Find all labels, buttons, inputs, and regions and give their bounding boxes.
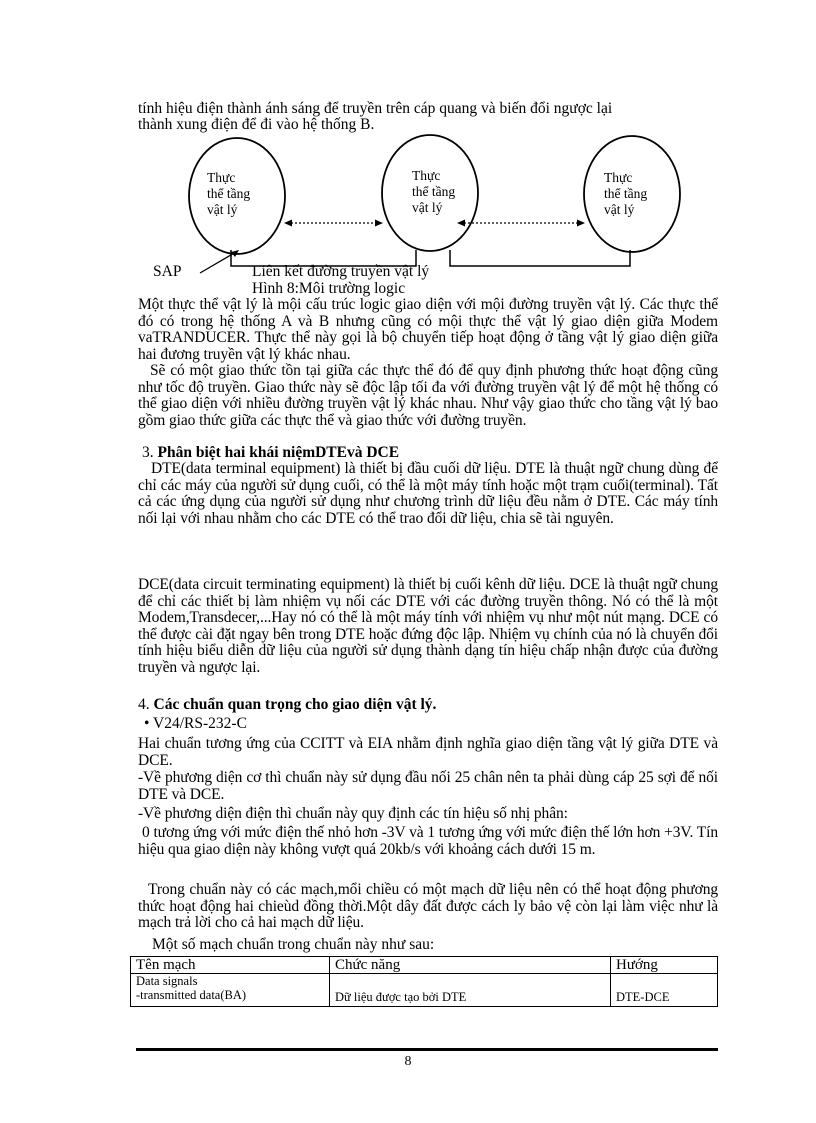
entity-mid-l1: Thực <box>412 168 441 183</box>
table-intro: Một số mạch chuẩn trong chuẩn này như sau: <box>152 936 435 953</box>
footer-rule <box>136 1048 718 1051</box>
paragraph-protocol: Sẽ có một giao thức tồn tại giữa các thực thể đó để quy định phương thức hoạt động cũng như tốc độ truyền. Giao thức này sẽ độc lập tối đa với đường truyền vật lý để một hệ thống có thể giao diện với nhiều đường truyền vật lý khác nhau. Như vậy giao thức cho tầng vật lý bao gồm giao thức giữa các thực thể và giao thức với đường truyền. <box>138 362 718 429</box>
entity-right-l1: Thực <box>604 170 633 185</box>
intro-line-1: tính hiệu điện thành ánh sáng để truyền trên cáp quang và biến đổi ngược lại <box>138 100 613 117</box>
table-row <box>131 974 718 1007</box>
paragraph-physical-entity: Một thực thể vật lý là mội cấu trúc logic giao diện với mội đường truyền vật lý. Các thực thể đó có trong hệ thống A và B nhưng cũng có mội thực thể vật lý giao diện giữa Modem vaTRANDUCER. Thực thể này gọi là bộ chuyển tiếp hoạt động ở tầng vật lý giao diện giữa hai đương truyền vật lý khác nhau. <box>138 296 718 363</box>
entity-mid-l3: vật lý <box>412 200 443 215</box>
bullet-item <box>144 716 247 733</box>
sap-label: SAP <box>153 263 182 280</box>
cell-name <box>131 974 330 1007</box>
entity-left-l1: Thực <box>207 170 236 185</box>
header-name: Tên mạch <box>131 957 330 974</box>
entity-left-l2: thể tầng <box>207 186 251 201</box>
paragraph-dce: DCE(data circuit terminating equipment) là thiết bị cuối kênh dữ liệu. DCE là thuật ngữ chung để chỉ các thiết bị làm nhiệm vụ nối các DTE với các đường truyền thông. Nó có thể là một Modem,Transdecer,...Hay nó có thể là một máy tính với nhiệm vụ như một nút mạng. DCE có thể được cài đặt ngay bên trong DTE hoặc đứng độc lập. Nhiệm vụ chính của nó là chuyển đổi tính hiệu biểu diễn dữ liệu của người sử dụng thành dạng tín hiệu chấp nhận được của đường truyền và ngược lại. <box>138 576 718 676</box>
signal-table <box>130 956 718 1007</box>
entity-mid-l2: thể tầng <box>412 184 456 199</box>
intro-line-2: thành xung điện để đi vào hệ thống B. <box>138 116 375 133</box>
entity-right-l3: vật lý <box>604 202 635 217</box>
paragraph-standards: Hai chuẩn tương ứng của CCITT và EIA nhằm định nghĩa giao diện tầng vật lý giữa DTE và DCE. <box>138 735 718 769</box>
entity-right-l2: thể tầng <box>604 186 648 201</box>
cell-name-l2: -transmitted data(BA) <box>136 988 247 1002</box>
logic-environment-figure <box>0 0 816 300</box>
cell-function: Dữ liệu được tạo bởi DTE <box>330 974 611 1007</box>
bullet-icon: • <box>144 715 150 732</box>
bullet-text: V24/RS-232-C <box>153 715 247 732</box>
paragraph-mode: Trong chuẩn này có các mạch,mổi chiều có một mạch dữ liệu nên có thể hoạt động phương thức hoạt động hai chieùd đồng thời.Một dây đất được cách ly bảo vệ còn lại làm việc như là mạch trả lời cho cả hai mạch dữ liệu. <box>138 881 718 931</box>
table-header-row <box>131 957 718 974</box>
cell-direction: DTE-DCE <box>611 974 718 1007</box>
page-number: 8 <box>404 1054 412 1069</box>
paragraph-voltage: 0 tương ứng với mức điện thế nhỏ hơn -3V và 1 tương ứng với mức điện thế lớn hơn +3V. Tín hiệu qua giao diện này không vượt quá 20kb/s với khoảng cách dưới 15 m. <box>138 824 718 858</box>
paragraph-dte: DTE(data terminal equipment) là thiết bị đầu cuối dữ liệu. DTE là thuật ngữ chung dùng để chỉ các máy của người sử dụng cuối, có thể là một máy tính hoặc một trạm cuối(terminal). Tất cả các ứng dụng của người sử dụng như chương trình dữ liệu đều nằm ở DTE. Các máy tính nối lại với nhau nhằm cho các DTE có thể trao đổi dữ liệu, chia sẽ tài nguyên. <box>138 460 718 527</box>
physical-link-label: Liên kết đường truyền vật lý <box>252 263 430 280</box>
figure-caption: Hình 8:Môi trường logic <box>252 280 406 297</box>
section-4-number: 4. <box>138 696 150 713</box>
paragraph-mechanical: -Về phương diện cơ thì chuẩn này sử dụng đầu nối 25 chân nên ta phải dùng cáp 25 sợi để nối DTE và DCE. <box>138 769 718 803</box>
section-3-number: 3. <box>142 444 154 461</box>
section-4-heading <box>138 697 436 714</box>
paragraph-electrical: -Về phương diện điện thì chuẩn này quy định các tín hiệu số nhị phân: <box>138 805 568 822</box>
entity-left-l3: vật lý <box>207 202 238 217</box>
section-3-title: Phân biệt hai khái niệmDTEvà DCE <box>157 444 400 461</box>
cell-name-l1: Data signals <box>136 974 198 988</box>
section-4-title: Các chuẩn quan trọng cho giao diện vật lý. <box>153 696 437 713</box>
header-function: Chức năng <box>330 957 611 974</box>
header-direction: Hướng <box>611 957 718 974</box>
